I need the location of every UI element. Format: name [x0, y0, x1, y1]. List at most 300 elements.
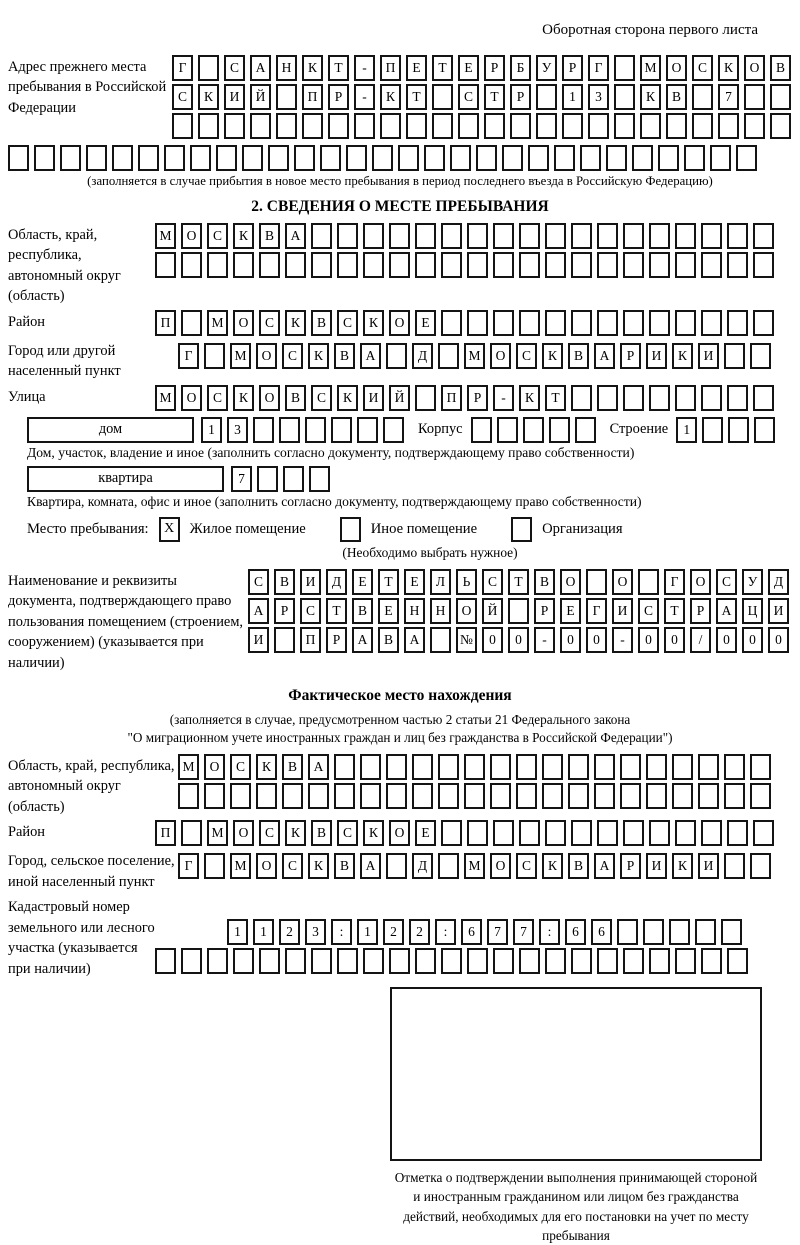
char-cell[interactable] — [441, 948, 462, 974]
char-cell[interactable] — [646, 783, 667, 809]
char-cell[interactable] — [471, 417, 492, 443]
char-cell[interactable] — [464, 783, 485, 809]
char-cell[interactable] — [282, 783, 303, 809]
char-cell[interactable]: И — [768, 598, 789, 624]
char-cell[interactable] — [744, 84, 765, 110]
char-cell[interactable] — [415, 223, 436, 249]
char-cell[interactable] — [441, 310, 462, 336]
char-cell[interactable] — [357, 417, 378, 443]
char-cell[interactable] — [623, 310, 644, 336]
char-cell[interactable]: Т — [378, 569, 399, 595]
char-cell[interactable]: Р — [534, 598, 555, 624]
char-cell[interactable]: Й — [482, 598, 503, 624]
char-cell[interactable] — [727, 252, 748, 278]
char-cell[interactable] — [490, 754, 511, 780]
char-cell[interactable]: - — [354, 84, 375, 110]
char-cell[interactable] — [309, 466, 330, 492]
char-cell[interactable]: Д — [412, 343, 433, 369]
char-cell[interactable]: В — [311, 310, 332, 336]
char-cell[interactable] — [698, 754, 719, 780]
char-cell[interactable]: А — [248, 598, 269, 624]
char-cell[interactable]: С — [337, 820, 358, 846]
char-cell[interactable] — [363, 948, 384, 974]
char-cell[interactable] — [386, 343, 407, 369]
char-cell[interactable]: Е — [378, 598, 399, 624]
char-cell[interactable]: 1 — [201, 417, 222, 443]
char-cell[interactable] — [568, 754, 589, 780]
char-cell[interactable]: Й — [389, 385, 410, 411]
char-cell[interactable]: К — [285, 820, 306, 846]
char-cell[interactable]: А — [285, 223, 306, 249]
char-cell[interactable]: Р — [690, 598, 711, 624]
char-cell[interactable]: 3 — [305, 919, 326, 945]
char-cell[interactable] — [363, 223, 384, 249]
char-cell[interactable]: П — [302, 84, 323, 110]
char-cell[interactable] — [233, 252, 254, 278]
char-cell[interactable] — [724, 783, 745, 809]
char-cell[interactable]: И — [363, 385, 384, 411]
char-cell[interactable]: С — [516, 343, 537, 369]
char-cell[interactable]: О — [690, 569, 711, 595]
char-cell[interactable] — [112, 145, 133, 171]
char-cell[interactable]: Р — [467, 385, 488, 411]
char-cell[interactable]: О — [259, 385, 280, 411]
char-cell[interactable]: : — [539, 919, 560, 945]
char-cell[interactable] — [571, 223, 592, 249]
char-cell[interactable]: Г — [588, 55, 609, 81]
char-cell[interactable]: 0 — [664, 627, 685, 653]
char-cell[interactable]: Г — [586, 598, 607, 624]
char-cell[interactable] — [640, 113, 661, 139]
char-cell[interactable]: В — [770, 55, 791, 81]
char-cell[interactable] — [646, 754, 667, 780]
char-cell[interactable] — [750, 783, 771, 809]
char-cell[interactable] — [701, 820, 722, 846]
char-cell[interactable] — [406, 113, 427, 139]
char-cell[interactable] — [204, 853, 225, 879]
char-cell[interactable]: Ц — [742, 598, 763, 624]
char-cell[interactable] — [164, 145, 185, 171]
char-cell[interactable] — [285, 948, 306, 974]
char-cell[interactable] — [718, 113, 739, 139]
char-cell[interactable]: С — [172, 84, 193, 110]
char-cell[interactable]: С — [259, 820, 280, 846]
char-cell[interactable] — [283, 466, 304, 492]
char-cell[interactable] — [695, 919, 716, 945]
char-cell[interactable]: О — [744, 55, 765, 81]
char-cell[interactable] — [257, 466, 278, 492]
char-cell[interactable] — [672, 783, 693, 809]
char-cell[interactable]: : — [331, 919, 352, 945]
char-cell[interactable] — [493, 820, 514, 846]
char-cell[interactable]: П — [155, 820, 176, 846]
char-cell[interactable] — [597, 820, 618, 846]
char-cell[interactable]: В — [352, 598, 373, 624]
char-cell[interactable] — [623, 820, 644, 846]
char-cell[interactable] — [606, 145, 627, 171]
char-cell[interactable] — [620, 754, 641, 780]
char-cell[interactable] — [441, 223, 462, 249]
char-cell[interactable] — [383, 417, 404, 443]
char-cell[interactable] — [181, 948, 202, 974]
char-cell[interactable]: Т — [328, 55, 349, 81]
char-cell[interactable] — [614, 55, 635, 81]
char-cell[interactable]: М — [155, 223, 176, 249]
char-cell[interactable]: В — [274, 569, 295, 595]
char-cell[interactable] — [536, 84, 557, 110]
char-cell[interactable]: С — [458, 84, 479, 110]
char-cell[interactable]: М — [178, 754, 199, 780]
char-cell[interactable]: Г — [178, 853, 199, 879]
char-cell[interactable]: К — [256, 754, 277, 780]
char-cell[interactable]: М — [207, 820, 228, 846]
char-cell[interactable] — [464, 754, 485, 780]
char-cell[interactable] — [415, 385, 436, 411]
char-cell[interactable]: Т — [545, 385, 566, 411]
char-cell[interactable]: А — [360, 853, 381, 879]
char-cell[interactable] — [753, 310, 774, 336]
checkbox-other-premises[interactable] — [340, 517, 361, 542]
char-cell[interactable] — [198, 113, 219, 139]
char-cell[interactable] — [328, 113, 349, 139]
char-cell[interactable] — [571, 252, 592, 278]
char-cell[interactable] — [571, 820, 592, 846]
char-cell[interactable]: 2 — [279, 919, 300, 945]
char-cell[interactable] — [276, 84, 297, 110]
char-cell[interactable] — [770, 84, 791, 110]
char-cell[interactable]: Б — [510, 55, 531, 81]
char-cell[interactable] — [412, 754, 433, 780]
char-cell[interactable]: И — [698, 343, 719, 369]
char-cell[interactable]: К — [233, 385, 254, 411]
char-cell[interactable]: 7 — [718, 84, 739, 110]
char-cell[interactable] — [597, 948, 618, 974]
char-cell[interactable]: С — [282, 853, 303, 879]
char-cell[interactable]: Е — [404, 569, 425, 595]
char-cell[interactable] — [386, 783, 407, 809]
char-cell[interactable]: Р — [326, 627, 347, 653]
char-cell[interactable]: К — [337, 385, 358, 411]
char-cell[interactable] — [675, 310, 696, 336]
char-cell[interactable] — [698, 783, 719, 809]
char-cell[interactable] — [575, 417, 596, 443]
char-cell[interactable] — [672, 754, 693, 780]
char-cell[interactable] — [380, 113, 401, 139]
char-cell[interactable] — [545, 223, 566, 249]
char-cell[interactable]: Д — [326, 569, 347, 595]
checkbox-residential[interactable]: X — [159, 517, 180, 542]
char-cell[interactable]: 1 — [676, 417, 697, 443]
char-cell[interactable] — [493, 252, 514, 278]
char-cell[interactable]: А — [594, 853, 615, 879]
char-cell[interactable]: М — [464, 343, 485, 369]
char-cell[interactable] — [594, 754, 615, 780]
char-cell[interactable] — [753, 820, 774, 846]
char-cell[interactable] — [233, 948, 254, 974]
char-cell[interactable] — [311, 252, 332, 278]
char-cell[interactable] — [467, 948, 488, 974]
char-cell[interactable] — [736, 145, 757, 171]
char-cell[interactable] — [508, 598, 529, 624]
char-cell[interactable] — [727, 948, 748, 974]
char-cell[interactable] — [493, 223, 514, 249]
char-cell[interactable] — [34, 145, 55, 171]
char-cell[interactable] — [386, 853, 407, 879]
char-cell[interactable] — [259, 252, 280, 278]
char-cell[interactable] — [432, 113, 453, 139]
char-cell[interactable] — [181, 252, 202, 278]
char-cell[interactable] — [754, 417, 775, 443]
char-cell[interactable]: К — [308, 853, 329, 879]
char-cell[interactable] — [571, 385, 592, 411]
char-cell[interactable] — [623, 948, 644, 974]
char-cell[interactable] — [441, 820, 462, 846]
char-cell[interactable] — [701, 948, 722, 974]
char-cell[interactable]: А — [594, 343, 615, 369]
char-cell[interactable]: Р — [484, 55, 505, 81]
char-cell[interactable] — [545, 948, 566, 974]
char-cell[interactable] — [571, 310, 592, 336]
char-cell[interactable] — [594, 783, 615, 809]
char-cell[interactable] — [597, 310, 618, 336]
char-cell[interactable] — [311, 948, 332, 974]
char-cell[interactable]: О — [233, 310, 254, 336]
char-cell[interactable] — [519, 948, 540, 974]
char-cell[interactable] — [204, 343, 225, 369]
char-cell[interactable] — [415, 948, 436, 974]
char-cell[interactable] — [649, 310, 670, 336]
char-cell[interactable] — [710, 145, 731, 171]
char-cell[interactable] — [86, 145, 107, 171]
char-cell[interactable] — [432, 84, 453, 110]
char-cell[interactable]: А — [250, 55, 271, 81]
char-cell[interactable] — [305, 417, 326, 443]
char-cell[interactable]: 3 — [227, 417, 248, 443]
char-cell[interactable]: 0 — [716, 627, 737, 653]
char-cell[interactable]: К — [542, 853, 563, 879]
char-cell[interactable] — [753, 252, 774, 278]
char-cell[interactable] — [632, 145, 653, 171]
char-cell[interactable]: О — [256, 853, 277, 879]
char-cell[interactable]: В — [334, 853, 355, 879]
char-cell[interactable] — [545, 310, 566, 336]
char-cell[interactable] — [354, 113, 375, 139]
char-cell[interactable] — [230, 783, 251, 809]
char-cell[interactable] — [586, 569, 607, 595]
char-cell[interactable] — [172, 113, 193, 139]
char-cell[interactable]: М — [464, 853, 485, 879]
char-cell[interactable]: 2 — [383, 919, 404, 945]
char-cell[interactable]: И — [300, 569, 321, 595]
char-cell[interactable] — [510, 113, 531, 139]
char-cell[interactable] — [701, 223, 722, 249]
char-cell[interactable]: Т — [406, 84, 427, 110]
char-cell[interactable] — [727, 310, 748, 336]
char-cell[interactable]: А — [404, 627, 425, 653]
char-cell[interactable] — [386, 754, 407, 780]
char-cell[interactable]: И — [612, 598, 633, 624]
char-cell[interactable] — [438, 754, 459, 780]
char-cell[interactable] — [724, 853, 745, 879]
char-cell[interactable] — [311, 223, 332, 249]
char-cell[interactable]: / — [690, 627, 711, 653]
char-cell[interactable] — [198, 55, 219, 81]
char-cell[interactable]: 0 — [768, 627, 789, 653]
char-cell[interactable]: К — [363, 820, 384, 846]
char-cell[interactable] — [389, 223, 410, 249]
char-cell[interactable]: 7 — [231, 466, 252, 492]
char-cell[interactable] — [649, 385, 670, 411]
char-cell[interactable] — [467, 820, 488, 846]
apartment-box[interactable]: квартира — [27, 466, 224, 492]
char-cell[interactable]: С — [230, 754, 251, 780]
char-cell[interactable] — [519, 252, 540, 278]
char-cell[interactable]: С — [207, 223, 228, 249]
char-cell[interactable]: К — [672, 853, 693, 879]
char-cell[interactable] — [398, 145, 419, 171]
char-cell[interactable]: С — [516, 853, 537, 879]
char-cell[interactable] — [302, 113, 323, 139]
char-cell[interactable]: Н — [430, 598, 451, 624]
char-cell[interactable] — [334, 783, 355, 809]
char-cell[interactable]: О — [181, 385, 202, 411]
char-cell[interactable]: 2 — [409, 919, 430, 945]
char-cell[interactable] — [649, 820, 670, 846]
char-cell[interactable]: В — [334, 343, 355, 369]
char-cell[interactable] — [337, 252, 358, 278]
char-cell[interactable]: У — [536, 55, 557, 81]
char-cell[interactable] — [242, 145, 263, 171]
char-cell[interactable]: Р — [510, 84, 531, 110]
char-cell[interactable]: 6 — [565, 919, 586, 945]
char-cell[interactable] — [207, 948, 228, 974]
char-cell[interactable] — [259, 948, 280, 974]
char-cell[interactable]: К — [640, 84, 661, 110]
char-cell[interactable] — [279, 417, 300, 443]
char-cell[interactable]: О — [233, 820, 254, 846]
char-cell[interactable] — [753, 385, 774, 411]
char-cell[interactable]: К — [233, 223, 254, 249]
char-cell[interactable] — [623, 223, 644, 249]
char-cell[interactable]: О — [666, 55, 687, 81]
char-cell[interactable]: Д — [412, 853, 433, 879]
char-cell[interactable] — [692, 84, 713, 110]
char-cell[interactable] — [684, 145, 705, 171]
char-cell[interactable]: 1 — [227, 919, 248, 945]
char-cell[interactable]: П — [300, 627, 321, 653]
char-cell[interactable]: С — [300, 598, 321, 624]
char-cell[interactable] — [643, 919, 664, 945]
char-cell[interactable]: С — [482, 569, 503, 595]
char-cell[interactable]: - — [534, 627, 555, 653]
char-cell[interactable]: К — [380, 84, 401, 110]
char-cell[interactable]: К — [672, 343, 693, 369]
char-cell[interactable]: 1 — [253, 919, 274, 945]
char-cell[interactable]: Н — [404, 598, 425, 624]
char-cell[interactable] — [190, 145, 211, 171]
char-cell[interactable] — [467, 252, 488, 278]
char-cell[interactable]: 6 — [591, 919, 612, 945]
char-cell[interactable]: Е — [406, 55, 427, 81]
char-cell[interactable] — [253, 417, 274, 443]
char-cell[interactable] — [753, 223, 774, 249]
char-cell[interactable] — [702, 417, 723, 443]
char-cell[interactable]: Е — [458, 55, 479, 81]
char-cell[interactable]: В — [259, 223, 280, 249]
char-cell[interactable] — [467, 223, 488, 249]
char-cell[interactable]: О — [389, 310, 410, 336]
char-cell[interactable] — [181, 820, 202, 846]
char-cell[interactable]: К — [718, 55, 739, 81]
char-cell[interactable]: В — [282, 754, 303, 780]
char-cell[interactable]: К — [542, 343, 563, 369]
char-cell[interactable]: 3 — [588, 84, 609, 110]
char-cell[interactable] — [727, 820, 748, 846]
char-cell[interactable] — [438, 853, 459, 879]
char-cell[interactable] — [571, 948, 592, 974]
char-cell[interactable] — [692, 113, 713, 139]
char-cell[interactable] — [623, 252, 644, 278]
char-cell[interactable] — [360, 783, 381, 809]
char-cell[interactable]: Т — [508, 569, 529, 595]
char-cell[interactable] — [502, 145, 523, 171]
char-cell[interactable] — [216, 145, 237, 171]
char-cell[interactable]: Т — [484, 84, 505, 110]
char-cell[interactable] — [750, 754, 771, 780]
char-cell[interactable] — [721, 919, 742, 945]
char-cell[interactable]: 7 — [513, 919, 534, 945]
char-cell[interactable] — [675, 948, 696, 974]
char-cell[interactable]: К — [285, 310, 306, 336]
char-cell[interactable]: С — [259, 310, 280, 336]
char-cell[interactable]: Т — [326, 598, 347, 624]
char-cell[interactable] — [493, 310, 514, 336]
char-cell[interactable]: М — [230, 853, 251, 879]
checkbox-organization[interactable] — [511, 517, 532, 542]
char-cell[interactable] — [675, 385, 696, 411]
char-cell[interactable]: - — [354, 55, 375, 81]
char-cell[interactable] — [484, 113, 505, 139]
char-cell[interactable] — [372, 145, 393, 171]
char-cell[interactable]: Р — [562, 55, 583, 81]
char-cell[interactable]: С — [282, 343, 303, 369]
char-cell[interactable]: Е — [352, 569, 373, 595]
char-cell[interactable] — [337, 223, 358, 249]
char-cell[interactable] — [675, 223, 696, 249]
char-cell[interactable]: С — [638, 598, 659, 624]
char-cell[interactable] — [155, 948, 176, 974]
char-cell[interactable] — [516, 754, 537, 780]
char-cell[interactable]: С — [337, 310, 358, 336]
char-cell[interactable] — [138, 145, 159, 171]
char-cell[interactable]: Е — [415, 310, 436, 336]
char-cell[interactable]: Ь — [456, 569, 477, 595]
char-cell[interactable] — [724, 754, 745, 780]
char-cell[interactable]: В — [534, 569, 555, 595]
char-cell[interactable] — [542, 783, 563, 809]
house-box[interactable]: дом — [27, 417, 194, 443]
char-cell[interactable] — [549, 417, 570, 443]
char-cell[interactable] — [181, 310, 202, 336]
char-cell[interactable] — [620, 783, 641, 809]
char-cell[interactable] — [562, 113, 583, 139]
char-cell[interactable] — [638, 569, 659, 595]
char-cell[interactable]: М — [640, 55, 661, 81]
char-cell[interactable] — [554, 145, 575, 171]
char-cell[interactable] — [476, 145, 497, 171]
char-cell[interactable] — [728, 417, 749, 443]
char-cell[interactable]: С — [716, 569, 737, 595]
